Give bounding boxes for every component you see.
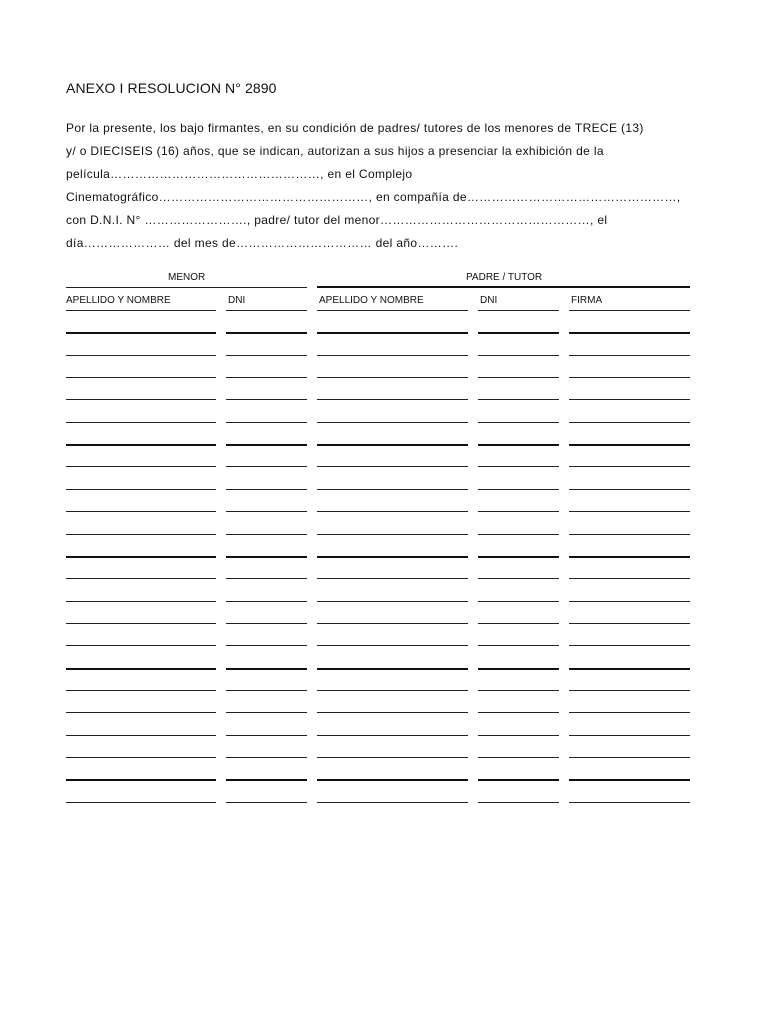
blank-field-dni-padre xyxy=(478,802,559,803)
blank-field-dni-padre xyxy=(478,757,559,758)
blank-field-apellido-padre xyxy=(317,578,468,579)
blank-field-firma xyxy=(569,489,690,490)
blank-field-dni-menor xyxy=(226,645,307,646)
blank-field-apellido-menor xyxy=(66,623,216,624)
blank-field-apellido-menor xyxy=(66,601,216,602)
blank-field-firma xyxy=(569,735,690,736)
blank-field-apellido-padre xyxy=(317,399,468,400)
blank-field-dni-padre xyxy=(478,355,559,356)
blank-field-apellido-menor xyxy=(66,444,216,446)
blank-field-firma xyxy=(569,422,690,423)
padre-group-rule xyxy=(317,286,690,288)
blank-field-dni-menor xyxy=(226,466,307,467)
blank-field-apellido-padre xyxy=(317,466,468,467)
blank-field-apellido-menor xyxy=(66,779,216,781)
blank-field-firma xyxy=(569,466,690,467)
blank-field-apellido-menor xyxy=(66,802,216,803)
blank-field-dni-padre xyxy=(478,534,559,535)
blank-field-dni-menor xyxy=(226,623,307,624)
blank-field-firma xyxy=(569,757,690,758)
blank-field-apellido-padre xyxy=(317,377,468,378)
blank-field-apellido-padre xyxy=(317,779,468,781)
blank-field-apellido-padre xyxy=(317,601,468,602)
blank-field-apellido-menor xyxy=(66,399,216,400)
blank-field-firma xyxy=(569,399,690,400)
blank-field-apellido-padre xyxy=(317,735,468,736)
blank-field-apellido-padre xyxy=(317,489,468,490)
paragraph-line: y/ o DIECISEIS (16) años, que se indican, autorizan a sus hijos a presenciar la exhibición de la xyxy=(66,144,604,158)
column-header-dni-menor: DNI xyxy=(228,295,246,306)
blank-field-apellido-menor xyxy=(66,511,216,512)
blank-field-apellido-padre xyxy=(317,645,468,646)
blank-field-dni-menor xyxy=(226,444,307,446)
blank-field-firma xyxy=(569,690,690,691)
blank-field-dni-padre xyxy=(478,489,559,490)
paragraph-line: con D.N.I. N° ……………………., padre/ tutor del menor……………………………………………, el xyxy=(66,213,608,227)
menor-group-rule xyxy=(66,287,307,288)
column-header-apellido-padre: APELLIDO Y NOMBRE xyxy=(319,295,424,306)
blank-field-apellido-padre xyxy=(317,511,468,512)
blank-field-apellido-menor xyxy=(66,556,216,558)
blank-field-dni-menor xyxy=(226,601,307,602)
blank-field-apellido-menor xyxy=(66,489,216,490)
blank-field-apellido-padre xyxy=(317,422,468,423)
blank-field-dni-menor xyxy=(226,310,307,311)
blank-field-firma xyxy=(569,444,690,446)
paragraph-line: día………………… del mes de…………………………… del año………. xyxy=(66,236,459,250)
blank-field-firma xyxy=(569,556,690,558)
blank-field-apellido-padre xyxy=(317,802,468,803)
blank-field-dni-padre xyxy=(478,735,559,736)
blank-field-apellido-menor xyxy=(66,422,216,423)
blank-field-apellido-menor xyxy=(66,690,216,691)
paragraph-line: Por la presente, los bajo firmantes, en su condición de padres/ tutores de los menores de TRECE (13) xyxy=(66,121,644,135)
blank-field-apellido-menor xyxy=(66,645,216,646)
blank-field-firma xyxy=(569,377,690,378)
blank-field-dni-padre xyxy=(478,779,559,781)
blank-field-apellido-menor xyxy=(66,735,216,736)
blank-field-dni-menor xyxy=(226,534,307,535)
blank-field-dni-padre xyxy=(478,444,559,446)
blank-field-dni-menor xyxy=(226,779,307,781)
column-header-firma: FIRMA xyxy=(571,295,603,306)
blank-field-dni-menor xyxy=(226,757,307,758)
document-title: ANEXO I RESOLUCION N° 2890 xyxy=(66,80,277,96)
blank-field-dni-menor xyxy=(226,578,307,579)
blank-field-apellido-padre xyxy=(317,623,468,624)
blank-field-firma xyxy=(569,623,690,624)
column-header-dni-padre: DNI xyxy=(480,295,498,306)
blank-field-apellido-menor xyxy=(66,332,216,334)
blank-field-apellido-menor xyxy=(66,310,216,311)
blank-field-apellido-padre xyxy=(317,355,468,356)
blank-field-dni-padre xyxy=(478,690,559,691)
paragraph-line: Cinematográfico……………………………………………, en compañía de……………………………………………, xyxy=(66,190,681,204)
blank-field-firma xyxy=(569,355,690,356)
blank-field-dni-menor xyxy=(226,377,307,378)
blank-field-dni-menor xyxy=(226,332,307,334)
blank-field-firma xyxy=(569,802,690,803)
blank-field-firma xyxy=(569,712,690,713)
blank-field-apellido-menor xyxy=(66,757,216,758)
blank-field-apellido-menor xyxy=(66,712,216,713)
blank-field-apellido-menor xyxy=(66,578,216,579)
blank-field-apellido-menor xyxy=(66,466,216,467)
blank-field-firma xyxy=(569,779,690,781)
blank-field-apellido-padre xyxy=(317,757,468,758)
blank-field-dni-padre xyxy=(478,556,559,558)
blank-field-dni-padre xyxy=(478,668,559,670)
blank-field-apellido-padre xyxy=(317,712,468,713)
blank-field-firma xyxy=(569,578,690,579)
blank-field-dni-menor xyxy=(226,802,307,803)
group-header-menor: MENOR xyxy=(168,272,206,283)
blank-field-apellido-menor xyxy=(66,377,216,378)
blank-field-firma xyxy=(569,645,690,646)
blank-field-firma xyxy=(569,668,690,670)
paragraph-line: película……………………………………………, en el Complejo xyxy=(66,167,413,181)
blank-field-dni-padre xyxy=(478,623,559,624)
blank-field-dni-menor xyxy=(226,422,307,423)
blank-field-dni-menor xyxy=(226,668,307,670)
blank-field-dni-padre xyxy=(478,511,559,512)
blank-field-dni-padre xyxy=(478,466,559,467)
blank-field-dni-menor xyxy=(226,690,307,691)
column-header-apellido-menor: APELLIDO Y NOMBRE xyxy=(66,295,171,306)
blank-field-dni-menor xyxy=(226,399,307,400)
blank-field-dni-padre xyxy=(478,645,559,646)
blank-field-apellido-padre xyxy=(317,668,468,670)
blank-field-dni-menor xyxy=(226,712,307,713)
blank-field-firma xyxy=(569,332,690,334)
blank-field-apellido-padre xyxy=(317,690,468,691)
blank-field-dni-menor xyxy=(226,489,307,490)
blank-field-dni-menor xyxy=(226,735,307,736)
blank-field-dni-menor xyxy=(226,511,307,512)
blank-field-apellido-padre xyxy=(317,310,468,311)
blank-field-firma xyxy=(569,601,690,602)
blank-field-dni-padre xyxy=(478,601,559,602)
blank-field-apellido-menor xyxy=(66,668,216,670)
blank-field-dni-padre xyxy=(478,377,559,378)
blank-field-dni-padre xyxy=(478,399,559,400)
blank-field-firma xyxy=(569,511,690,512)
blank-field-apellido-padre xyxy=(317,444,468,446)
blank-field-apellido-menor xyxy=(66,534,216,535)
group-header-padre-tutor: PADRE / TUTOR xyxy=(466,272,543,283)
blank-field-dni-padre xyxy=(478,712,559,713)
blank-field-dni-menor xyxy=(226,556,307,558)
blank-field-apellido-padre xyxy=(317,332,468,334)
blank-field-dni-padre xyxy=(478,310,559,311)
blank-field-dni-menor xyxy=(226,355,307,356)
blank-field-firma xyxy=(569,310,690,311)
blank-field-firma xyxy=(569,534,690,535)
blank-field-dni-padre xyxy=(478,332,559,334)
blank-field-apellido-menor xyxy=(66,355,216,356)
blank-field-apellido-padre xyxy=(317,556,468,558)
blank-field-dni-padre xyxy=(478,422,559,423)
blank-field-apellido-padre xyxy=(317,534,468,535)
blank-field-dni-padre xyxy=(478,578,559,579)
